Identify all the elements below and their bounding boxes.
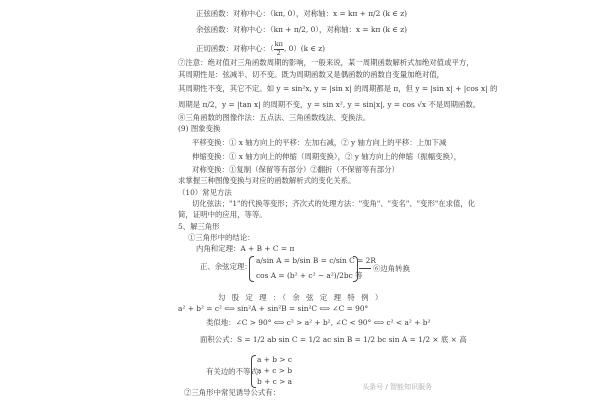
graph-methods-line: ⑧三角函数的图像作法：五点法、三角函数线法、变换法。 bbox=[178, 113, 371, 122]
edge-angle-arrow bbox=[359, 268, 371, 269]
tangent-fraction bbox=[274, 41, 284, 57]
cosine-rule: cos A = (b² + c² − a²)/2bc 等 bbox=[256, 271, 363, 280]
methods-line-2: 简，证明中的应用，等等。 bbox=[178, 210, 267, 219]
note-line-2: 其周期性是：弦减半、切不变。既为周期函数又是偶函数的函数自变量加绝对值， bbox=[178, 70, 445, 79]
similar-line: 类似地：∠C > 90° ⟺ c² > a² + b², ∠C < 90° ⟺ c² < a² + b² bbox=[206, 318, 431, 327]
law-brace-right bbox=[353, 256, 358, 282]
law-brace bbox=[249, 256, 254, 282]
note-line-4: 周期是 π/2，y = |tan x| 的周期不变，y = sin x², y = sin|x|, y = cos √x 不是周期函数。 bbox=[178, 100, 481, 109]
sine-symmetry-line: 正弦函数：对称中心：（kπ, 0），对称轴：x = kπ + π/2 (k ∈ z) bbox=[196, 9, 407, 18]
symmetry-transform-line: 对称变换：①复制（保留等有部分）②翻折（不保留等有部分） bbox=[192, 165, 399, 174]
sine-rule: a/sin A = b/sin B = c/sin C = 2R bbox=[256, 256, 376, 265]
edge-angle-label: ⑥边角转换 bbox=[373, 264, 410, 273]
tangent-label: 正切函数：对称中心：（ bbox=[196, 44, 274, 53]
methods-line-1: 切化弦法；"1"的代换等变形；齐次式的处理方法："变角"、"变名"、"变形"在求值，化 bbox=[192, 199, 476, 208]
tangent-fraction-den: 2 bbox=[276, 48, 281, 57]
tangent-symmetry-line bbox=[196, 41, 325, 57]
tangent-tail: , 0）(k ∈ z) bbox=[283, 44, 326, 53]
triangle-section-heading: 5、解三角形 bbox=[178, 222, 220, 231]
pythagoras-line: 勾 股 定 理 ：（ 余 弦 定 理 特 例 ） bbox=[218, 293, 385, 302]
inequality-1: a + b > c bbox=[257, 355, 293, 364]
cosine-symmetry-line: 余弦函数：对称中心：（kπ + π/2, 0），对称轴：x = kπ (k ∈ z) bbox=[196, 25, 407, 34]
translation-line: 平移变换：① x 轴方向上的平移：左加右减，② y 轴方向上的平移：上加下减 bbox=[192, 138, 447, 147]
transform-summary-line: 求掌握三种图像变换与对应的函数解析式的变化关系。 bbox=[178, 176, 356, 185]
tangent-fraction-num: kπ bbox=[274, 40, 283, 48]
note-line-3: 其周期性不变，其它不定。如 y = sin²x, y = |sin x| 的周期都是 π，但 y = |sin x| + |cos x| 的 bbox=[178, 84, 498, 93]
methods-heading: （10）常见方法 bbox=[178, 188, 232, 197]
inequality-3: b + c > a bbox=[257, 377, 293, 386]
graph-transform-heading: (9) 图象变换 bbox=[178, 124, 221, 133]
law-label: 正、余弦定理： bbox=[200, 262, 252, 271]
inequality-brace bbox=[251, 355, 256, 388]
triangle-conclusions-heading: ①三角形中的结论： bbox=[188, 233, 255, 242]
watermark: 头条号 / 智能知识服务 bbox=[362, 383, 432, 391]
angle-sum-line: 内角和定理：A + B + C = π bbox=[196, 244, 295, 253]
inequality-label: 有关边的不等式： bbox=[206, 367, 266, 376]
inequality-2: a + c > b bbox=[257, 366, 293, 375]
induction-formula-heading: ②三角形中常见诱导公式有： bbox=[184, 388, 281, 397]
note-line-1: ⑦注意：绝对值对三角函数周期的影响，一般来说，某一周期函数解析式加绝对值或平方， bbox=[178, 58, 474, 67]
scaling-line: 伸缩变换：① x 轴方向上的伸缩（周期变换），② y 轴方向上的伸缩（振幅变换）， bbox=[192, 152, 462, 161]
pythagoras-formula: a² + b² = c² ⟺ sin²A + sin²B = sin²C ⟺ ∠C = 90° bbox=[178, 304, 369, 313]
area-formula: 面积公式：S = 1/2 ab sin C = 1/2 ac sin B = 1/2 bc sin A = 1/2 × 底 × 高 bbox=[200, 335, 467, 344]
